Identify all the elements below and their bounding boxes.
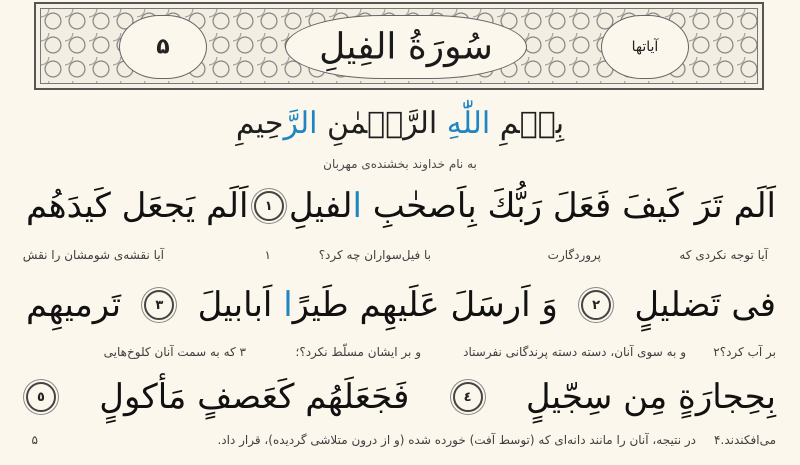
bismillah-part: الرَّحۡمٰنِ [317,106,447,141]
translation-segment: بر آب کرد؟۲ [713,345,776,359]
ayah-number-marker: ٤ [453,382,483,412]
sura-number: ۵ [156,34,170,60]
bismillah-part: حِيمِ [235,106,284,141]
arabic-word-run: فَجَعَلَهُم كَعَصفٍ مَأكولٍ [99,377,410,417]
bismillah [160,106,640,141]
translation-segment: ۵ [31,433,38,447]
quran-line [26,186,776,226]
highlighted-letter: ا [283,285,293,325]
arabic-text [289,186,776,226]
bismillah-allah: اللّٰهِ [446,106,491,141]
translation-segment: ۱ [264,248,271,262]
arabic-text [198,285,558,325]
translation-segment: پروردگارت [547,248,601,262]
translation-line [26,433,776,449]
translation-segment: با فیل‌سواران چه کرد؟ [318,248,431,262]
sura-title: سُورَةُ الفِيلِ [319,26,493,68]
quran-line [26,285,776,325]
arabic-text [26,186,248,226]
arabic-word-run: تَرميهِم [26,285,122,325]
arabic-word-run: بِحِجارَةٍ مِن سِجّيلٍ [525,377,776,417]
verses-label-cartouche [601,15,689,79]
bismillah-highlight: الرَّ [283,106,318,141]
ayah-number-marker: ٣ [144,290,174,320]
sura-title-cartouche [285,15,527,79]
highlighted-letter: ا [352,186,362,226]
sura-header-banner [34,2,764,90]
bismillah-translation: به نام خداوند بخشنده‌ی مهربان [323,157,477,171]
translation-segment: در نتیجه، آنان را مانند دانه‌ای که (توسط آفت) خورده شده (و از درون متلاشی گردیده)، قرار داد. [217,433,696,447]
arabic-word-run: فى تَضليلٍ [634,285,776,325]
translation-segment: می‌افکندند.۴ [714,433,776,447]
sura-number-cartouche [119,15,207,79]
arabic-word-run: لفيلِ [288,186,353,226]
translation-segment: و به سوی آنان، دسته دسته پرندگانی نفرستاد [463,345,686,359]
arabic-text [526,377,776,417]
arabic-text [99,377,409,417]
translation-segment: و بر ایشان مسلّط نکرد؟؛ [295,345,421,359]
ayah-number-marker: ٢ [581,290,611,320]
translation-segment: ۳ که به سمت آنان کلوخ‌هایی [103,345,246,359]
arabic-word-run: اَلَم يَجعَل كَيدَهُم [26,186,249,226]
arabic-text [634,285,776,325]
ayah-number-marker: ٥ [26,382,56,412]
ornamental-pattern [40,8,758,84]
bismillah-part: بِسۡمِ [490,106,565,141]
arabic-word-run: اَلَم تَرَ كَيفَ فَعَلَ رَبُّكَ بِاَصحٰبِ [361,186,776,226]
quran-line [26,377,776,417]
arabic-word-run: اَبابيلَ [197,285,284,325]
arabic-word-run: وَ اَرسَلَ عَلَيهِم طَيرً [292,285,558,325]
translation-line [26,345,776,361]
translation-line [22,248,776,264]
ayah-number-marker: ١ [254,191,284,221]
arabic-text [26,285,121,325]
verses-label: آیاتها [631,39,659,55]
translation-segment: آیا توجه نکردی که [679,248,768,262]
translation-segment: آیا نقشه‌ی شومشان را نقش [22,248,164,262]
